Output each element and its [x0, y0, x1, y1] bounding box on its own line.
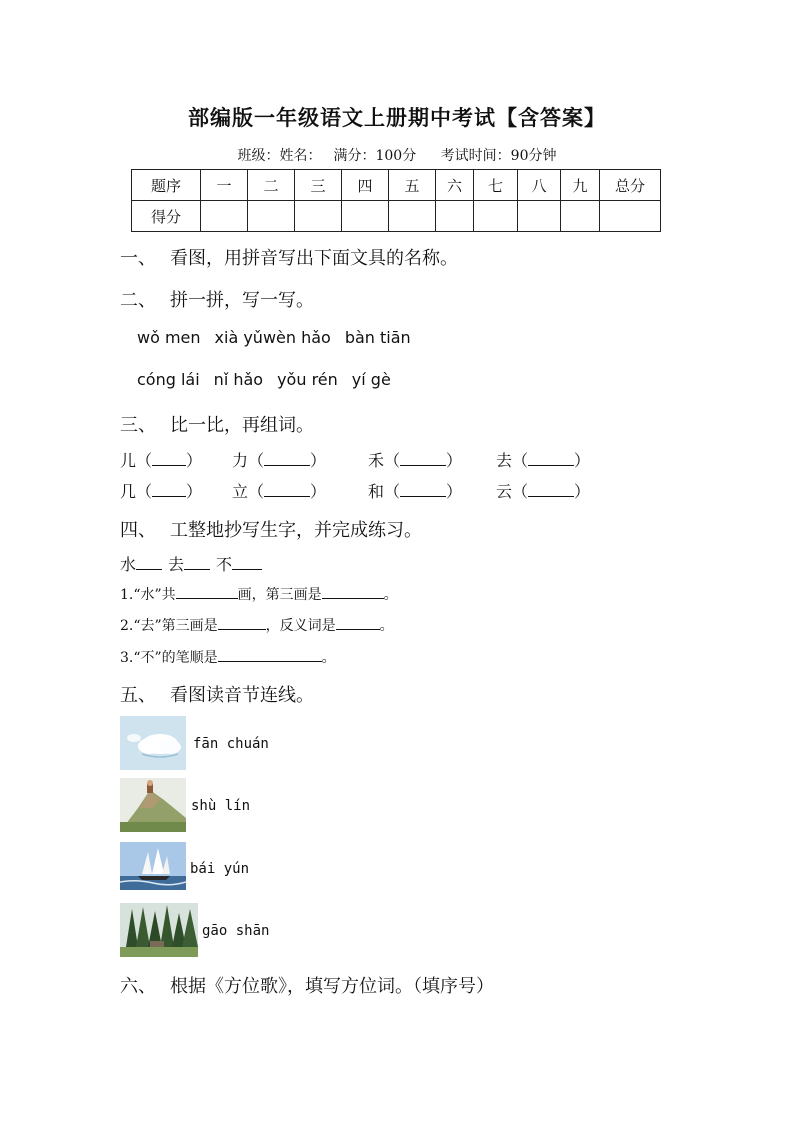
- answer-blank[interactable]: [400, 482, 446, 497]
- section-title: 看图读音节连线。: [170, 685, 314, 706]
- score-input-cell[interactable]: [201, 201, 248, 232]
- answer-blank[interactable]: [528, 451, 574, 466]
- exam-info: [0, 145, 794, 165]
- copy-characters: [120, 552, 262, 575]
- compare-item[interactable]: 几（ ）: [120, 482, 203, 501]
- pinyin-item: bàn tiān: [344, 328, 411, 347]
- section-5-heading: [120, 681, 314, 707]
- score-cell: 二: [248, 170, 295, 201]
- mountain-picture: [120, 778, 186, 832]
- section-number: 三、: [120, 415, 156, 436]
- score-table: [131, 169, 661, 232]
- score-input-cell[interactable]: [600, 201, 661, 232]
- section-4-heading: [120, 516, 422, 542]
- name-label: 姓名：: [279, 148, 322, 164]
- score-cell: 九: [561, 170, 600, 201]
- score-cell: 三: [295, 170, 342, 201]
- score-table-score-row: [132, 201, 661, 232]
- copy-blank[interactable]: [136, 555, 162, 570]
- exam-time: 考试时间：90分钟: [440, 148, 557, 164]
- syllable-label[interactable]: shù lín: [191, 798, 251, 814]
- syllable-label[interactable]: fān chuán: [193, 736, 269, 752]
- section-title: 工整地抄写生字，并完成练习。: [170, 520, 422, 541]
- question-1: 1.“水”共 画，第三画是 。: [120, 584, 398, 604]
- pinyin-item: yǒu rén: [277, 370, 338, 389]
- compare-item[interactable]: 去（ ）: [496, 451, 591, 470]
- score-input-cell[interactable]: [474, 201, 518, 232]
- section-title: 根据《方位歌》，填写方位词。（填序号）: [170, 976, 494, 997]
- answer-blank[interactable]: [218, 615, 266, 630]
- score-input-cell[interactable]: [248, 201, 295, 232]
- score-cell: 四: [342, 170, 389, 201]
- answer-blank[interactable]: [322, 584, 384, 599]
- score-input-cell[interactable]: [436, 201, 474, 232]
- section-number: 四、: [120, 520, 156, 541]
- copy-char: 去: [168, 555, 185, 574]
- answer-blank[interactable]: [152, 482, 186, 497]
- sailboat-picture: [120, 842, 186, 890]
- copy-char: 水: [120, 555, 137, 574]
- section-number: 二、: [120, 290, 156, 311]
- answer-blank[interactable]: [528, 482, 574, 497]
- pinyin-row-2: [137, 370, 405, 389]
- section-6-heading: [120, 972, 494, 998]
- score-cell: 五: [389, 170, 436, 201]
- answer-blank[interactable]: [218, 647, 322, 662]
- score-cell: 八: [518, 170, 561, 201]
- compare-item[interactable]: 力（ ）: [232, 451, 327, 470]
- score-cell: 六: [436, 170, 474, 201]
- score-cell: 得分: [132, 201, 201, 232]
- pinyin-item: cóng lái: [137, 370, 200, 389]
- compare-item[interactable]: 立（ ）: [232, 482, 327, 501]
- pinyin-item: xià yǔwèn hǎo: [214, 328, 331, 347]
- score-input-cell[interactable]: [561, 201, 600, 232]
- answer-blank[interactable]: [400, 451, 446, 466]
- pinyin-item: yí gè: [351, 370, 391, 389]
- answer-blank[interactable]: [176, 584, 238, 599]
- section-number: 一、: [120, 248, 156, 269]
- section-number: 六、: [120, 976, 156, 997]
- question-3: 3.“不”的笔顺是 。: [120, 647, 336, 667]
- syllable-label[interactable]: gāo shān: [202, 923, 270, 939]
- pinyin-item: wǒ men: [137, 328, 201, 347]
- section-number: 五、: [120, 685, 156, 706]
- score-cell: 总分: [600, 170, 661, 201]
- class-label: 班级：: [237, 148, 280, 164]
- score-cell: 题序: [132, 170, 201, 201]
- compare-item[interactable]: 云（ ）: [496, 482, 591, 501]
- score-input-cell[interactable]: [389, 201, 436, 232]
- score-input-cell[interactable]: [518, 201, 561, 232]
- score-input-cell[interactable]: [342, 201, 389, 232]
- section-2-heading: [120, 286, 314, 312]
- clouds-picture: [120, 716, 186, 770]
- question-2: 2.“去”第三画是 ，反义词是 。: [120, 615, 394, 635]
- answer-blank[interactable]: [264, 482, 310, 497]
- score-table-header-row: [132, 170, 661, 201]
- score-cell: 七: [474, 170, 518, 201]
- section-title: 看图，用拼音写出下面文具的名称。: [170, 248, 458, 269]
- answer-blank[interactable]: [152, 451, 186, 466]
- section-title: 比一比，再组词。: [170, 415, 314, 436]
- compare-item[interactable]: 和（ ）: [368, 482, 463, 501]
- pinyin-item: nǐ hǎo: [213, 370, 264, 389]
- syllable-label[interactable]: bái yún: [190, 861, 250, 877]
- page-title: 部编版一年级语文上册期中考试【含答案】: [188, 105, 606, 130]
- compare-item[interactable]: 禾（ ）: [368, 451, 463, 470]
- section-1-heading: [120, 244, 458, 270]
- answer-blank[interactable]: [336, 615, 380, 630]
- copy-blank[interactable]: [232, 555, 262, 570]
- score-input-cell[interactable]: [295, 201, 342, 232]
- section-3-heading: [120, 411, 314, 437]
- section-title: 拼一拼，写一写。: [170, 290, 314, 311]
- forest-picture: [120, 903, 198, 957]
- full-score: 满分：100分: [333, 148, 417, 164]
- compare-item[interactable]: 儿（ ）: [120, 451, 203, 470]
- copy-blank[interactable]: [184, 555, 210, 570]
- score-cell: 一: [201, 170, 248, 201]
- pinyin-row-1: [137, 328, 425, 347]
- copy-char: 不: [216, 555, 233, 574]
- answer-blank[interactable]: [264, 451, 310, 466]
